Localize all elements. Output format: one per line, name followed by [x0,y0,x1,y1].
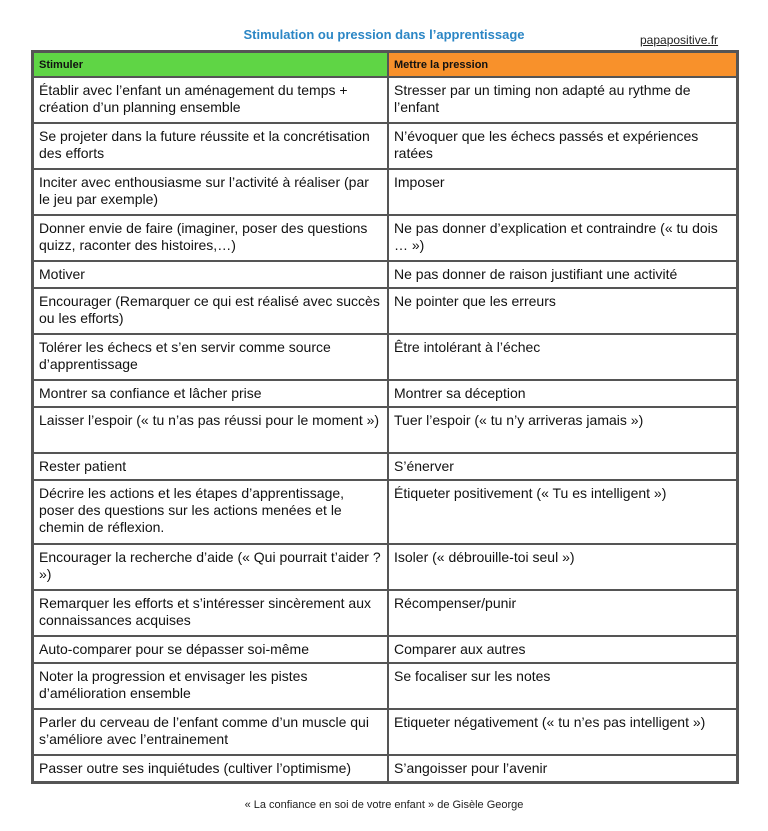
table-row [33,709,738,755]
cell-stimuler: Montrer sa confiance et lâcher prise [33,380,389,407]
table-row [33,544,738,590]
site-link[interactable]: papapositive.fr [640,33,719,47]
cell-stimuler: Auto-comparer pour se dépasser soi-même [33,636,389,663]
table-row [33,663,738,709]
cell-pression: N’évoquer que les échecs passés et expériences ratées [388,123,738,169]
table-row [33,261,738,288]
cell-pression: Ne pointer que les erreurs [388,288,738,334]
cell-stimuler: Inciter avec enthousiasme sur l’activité à réaliser (par le jeu par exemple) [33,169,389,215]
cell-stimuler: Rester patient [33,453,389,480]
column-header-stimuler: Stimuler [33,52,389,78]
cell-pression: Récompenser/punir [388,590,738,636]
cell-pression: Comparer aux autres [388,636,738,663]
cell-stimuler: Remarquer les efforts et s’intéresser sincèrement aux connaissances acquises [33,590,389,636]
table-row [33,334,738,380]
cell-pression: Ne pas donner de raison justifiant une activité [388,261,738,288]
table-row [33,380,738,407]
cell-pression: Isoler (« débrouille-toi seul ») [388,544,738,590]
cell-pression: S’énerver [388,453,738,480]
comparison-table [31,50,739,784]
cell-pression: Etiqueter négativement (« tu n’es pas intelligent ») [388,709,738,755]
table-row [33,77,738,123]
cell-stimuler: Tolérer les échecs et s’en servir comme source d’apprentissage [33,334,389,380]
table-row [33,288,738,334]
cell-pression: Se focaliser sur les notes [388,663,738,709]
cell-pression: Ne pas donner d’explication et contraindre (« tu dois … ») [388,215,738,261]
table-row [33,755,738,783]
table-row [33,215,738,261]
cell-stimuler: Encourager (Remarquer ce qui est réalisé avec succès ou les efforts) [33,288,389,334]
cell-pression: Stresser par un timing non adapté au rythme de l’enfant [388,77,738,123]
page-title: Stimulation ou pression dans l’apprentissage [243,27,525,42]
cell-stimuler: Motiver [33,261,389,288]
table-row [33,123,738,169]
cell-stimuler: Décrire les actions et les étapes d’apprentissage, poser des questions sur les actions menées et le chemin de réflexion. [33,480,389,544]
cell-pression: Imposer [388,169,738,215]
cell-pression: S’angoisser pour l’avenir [388,755,738,783]
cell-stimuler: Laisser l’espoir (« tu n’as pas réussi pour le moment ») [33,407,389,453]
table-row [33,169,738,215]
cell-stimuler: Noter la progression et envisager les pistes d’amélioration ensemble [33,663,389,709]
table-row [33,480,738,544]
column-header-pression: Mettre la pression [388,52,738,78]
cell-pression: Étiqueter positivement (« Tu es intelligent ») [388,480,738,544]
cell-stimuler: Passer outre ses inquiétudes (cultiver l’optimisme) [33,755,389,783]
cell-pression: Tuer l’espoir (« tu n’y arriveras jamais ») [388,407,738,453]
table-row [33,636,738,663]
cell-stimuler: Se projeter dans la future réussite et la concrétisation des efforts [33,123,389,169]
cell-stimuler: Parler du cerveau de l’enfant comme d’un muscle qui s’améliore avec l’entrainement [33,709,389,755]
cell-pression: Montrer sa déception [388,380,738,407]
table-row [33,407,738,453]
cell-stimuler: Encourager la recherche d’aide (« Qui pourrait t’aider ? ») [33,544,389,590]
table-body [33,77,738,783]
source-citation: « La confiance en soi de votre enfant » de Gisèle George [244,799,524,811]
cell-pression: Être intolérant à l’échec [388,334,738,380]
table-header-row [33,52,738,78]
cell-stimuler: Donner envie de faire (imaginer, poser des questions quizz, raconter des histoires,…) [33,215,389,261]
table-row [33,590,738,636]
table-row [33,453,738,480]
cell-stimuler: Établir avec l’enfant un aménagement du temps + création d’un planning ensemble [33,77,389,123]
